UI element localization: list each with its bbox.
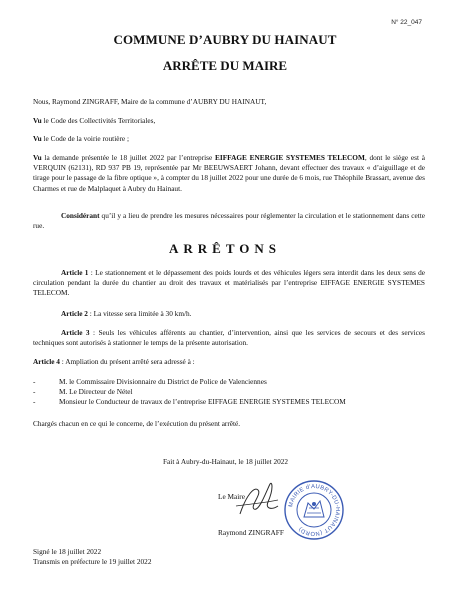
- vu-bold: Vu: [33, 134, 42, 143]
- article-1: [33, 268, 425, 299]
- article-label: Article 4: [33, 357, 60, 366]
- recipient-list: [33, 377, 425, 408]
- article-2: [33, 309, 425, 319]
- preamble-vu-route: [33, 134, 425, 144]
- considerant-text: qu’il y a lieu de prendre les mesures nécessaires pour réglementer la circulation et le stationnement dans cette rue.: [33, 211, 425, 231]
- article-text: : Ampliation du présent arrêté sera adressé à :: [59, 357, 195, 366]
- signatory-name: Raymond ZINGRAFF: [218, 528, 284, 537]
- reference-number: N° 22_047: [391, 19, 422, 26]
- vu-text: le Code de la voirie routière ;: [41, 134, 129, 143]
- list-item: - M. le Commissaire Divisionnaire du District de Police de Valenciennes: [33, 377, 425, 387]
- vu-bold: Vu: [33, 153, 42, 162]
- company-name: EIFFAGE ENERGIE SYSTEMES TELECOM: [207, 397, 346, 407]
- preamble-vu-demande: [33, 153, 425, 194]
- preamble-nous: Nous, Raymond ZINGRAFF, Maire de la commune d’AUBRY DU HAINAUT,: [33, 97, 267, 106]
- footer-signed: Signé le 18 juillet 2022: [33, 547, 102, 556]
- signature-scribble-icon: [232, 476, 282, 522]
- article-label: Article 2: [61, 309, 88, 318]
- document-title: ARRÊTE DU MAIRE: [162, 58, 288, 73]
- preamble-vu-cgct: [33, 116, 425, 126]
- vu-bold: Vu: [33, 116, 42, 125]
- charges-line: Chargés chacun en ce qui le concerne, de l’exécution du présent arrêté.: [33, 419, 241, 428]
- article-3: [33, 328, 425, 348]
- company-name: EIFFAGE ENERGIE SYSTEMES TELECOM: [214, 153, 365, 162]
- article-label: Article 3: [61, 328, 90, 337]
- vu-text: le Code des Collectivités Territoriales,: [41, 116, 156, 125]
- arretons-heading: ARRÊTONS: [168, 241, 281, 256]
- list-item: - M. Le Directeur de Nétel: [33, 387, 425, 397]
- article-text: : Seuls les véhicules afférents au chantier, d’intervention, ainsi que les services de secours et des services techniques sont autorisés à stationner le temps de la présente autorisation.: [33, 328, 426, 348]
- seal-text: MAIRIE d'AUBRY-DU-HAINAUT (NORD): [288, 483, 341, 537]
- signature-role: Le Maire: [218, 492, 245, 501]
- vu-text: , dont le siège est à VERQUIN (62131), RD 937 PB 19, représentée par Mr BEEUWSAERT Johann, devant effectuer des travaux « d’aiguillage et de tirage pour le passage de la fibre optique », à compter du 18 juillet 2022 pour une durée de 6 mois, rue Théophile Brassart, avenue des Charmes et rue de Malplaquet à Aubry du Hainaut.: [33, 153, 425, 193]
- article-text: : Le stationnement et le dépassement des poids lourds et des véhicules légers sera interdit dans les deux sens de circulation pendant la durée du chantier au droit des travaux et matérialisés par l’entreprise: [33, 268, 425, 288]
- list-item: [33, 397, 425, 407]
- preamble-considerant: [33, 211, 425, 231]
- article-text: : La vitesse sera limitée à 30 km/h.: [87, 309, 192, 318]
- commune-title: COMMUNE D’AUBRY DU HAINAUT: [113, 32, 337, 47]
- recipient-text: Monsieur le Conducteur de travaux de l’entreprise: [59, 397, 208, 407]
- article-4: [33, 357, 425, 367]
- recipient-list-wrap: [33, 377, 425, 408]
- fait-line: Fait à Aubry-du-Hainaut, le 18 juillet 2022: [163, 457, 289, 466]
- company-name: EIFFAGE ENERGIE SYSTEMES TELECOM.: [33, 278, 425, 298]
- vu-text: la demande présentée le 18 juillet 2022 par l’entreprise: [41, 153, 215, 162]
- article-label: Article 1: [61, 268, 89, 277]
- considerant-bold: Considérant: [61, 211, 100, 220]
- footer-transmitted: Transmis en préfecture le 19 juillet 2022: [33, 557, 152, 566]
